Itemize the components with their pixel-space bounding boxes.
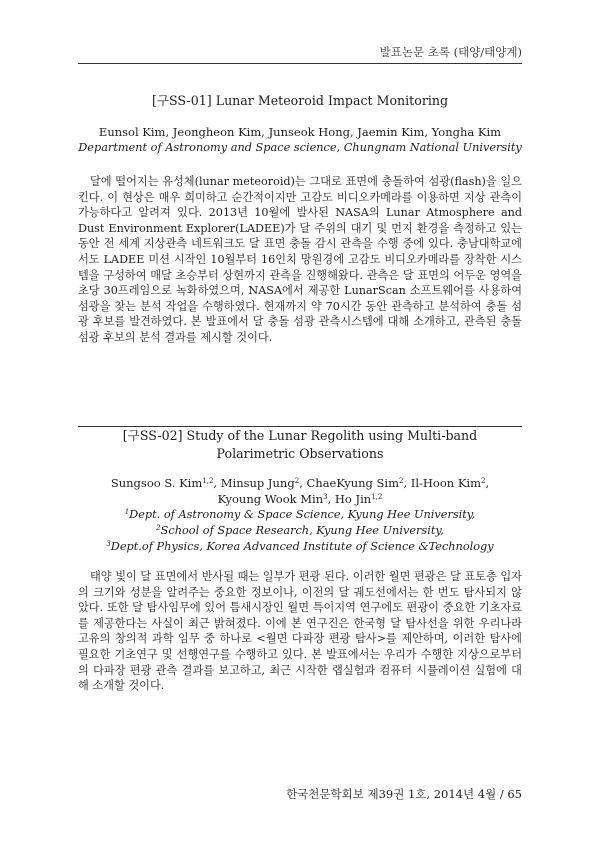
running-header: 발표논문 초록 (태양/태양계) [379, 45, 522, 59]
header-rule [78, 63, 522, 64]
abstract-body: 달에 떨어지는 유성체(lunar meteoroid)는 그대로 표면에 충돌하여 섬광(flash)을 일으킨다. 이 현상은 매우 희미하고 순간적이지만 고감도 비디오카메라를 이용하면 지상 관측이 가능하다고 알려져 있다. 2013년 10월에 발사된 NASA의 Lunar Atmosphere and Dust Environment Explorer(LADEE)가 달 주위의 대기 및 먼지 환경을 측정하고 있는 동안 전 세계 지상관측 네트워크도 달 표면 충돌 감시 관측을 수행 중에 있다. 충남대학교에서도 LADEE 미션 시작인 10월부터 16인치 망원경에 고감도 비디오카메라를 장착한 시스템을 구성하여 매달 초승부터 상현까지 관측을 진행해왔다. 관측은 달 표면의 어두운 영역을 초당 30프레임으로 녹화하였으며, NASA에서 제공한 LunarScan 소프트웨어를 사용하여 섬광을 찾는 분석 작업을 수행하였다. 현재까지 약 70시간 동안 관측하고 분석하여 충돌 섬광 후보를 발견하였다. 본 발표에서 달 충돌 섬광 관측시스템에 대해 소개하고, 관측된 충돌 섬광 후보의 분석 결과를 제시할 것이다. [78, 175, 522, 344]
affiliation: $^3$Dept.of Physics, Korea Advanced Institute of Science &Technology [106, 540, 494, 553]
page-footer: 한국천문학회보 제39권 1호, 2014년 4월 / 65 [286, 787, 522, 801]
author-list [78, 475, 522, 507]
author: Sungsoo S. Kim$^{1,2}$ [110, 476, 214, 490]
author-line-1: Sungsoo S. Kim$^{1,2}$, Minsup Jung$^2$, ChaeKyung Sim$^2$, Il-Hoon Kim$^2$, [110, 476, 490, 490]
abstract-ss01 [78, 92, 522, 346]
author-line-2: Kyoung Wook Min$^3$, Ho Jin$^{1,2}$ [217, 492, 383, 506]
abstract-body: 태양 빛이 달 표면에서 반사될 때는 일부가 편광 된다. 이러한 월면 편광은 달 표토층 입자의 크기와 성분을 알려주는 중요한 정보이나, 이전의 달 궤도선에서는 한 번도 탐사되지 않았다. 또한 달 탐사임무에 있어 틈새시장인 월면 특이지역 연구에도 편광이 중요한 기초자료를 제공한다는 사실이 최근 밝혀졌다. 이에 본 연구진은 한국형 달 탐사선을 위한 우리나라 고유의 창의적 과학 임무 중 하나로 <월면 다파장 편광 탐사>를 제안하며, 이러한 탐사에 필요한 기초연구 및 선행연구를 수행하고 있다. 본 발표에서는 우리가 수행한 지상으로부터의 다파장 편광 관측 결과를 보고하고, 최근 시작한 랩실험과 컴퓨터 시뮬레이션 실험에 대해 소개할 것이다. [78, 570, 522, 693]
abstract-title: [구SS-01] Lunar Meteoroid Impact Monitoring [151, 93, 449, 108]
abstract-ss02 [78, 427, 522, 694]
author: Il-Hoon Kim$^2$ [410, 476, 486, 490]
author: Minsup Jung$^2$ [220, 476, 300, 490]
author: Kyoung Wook Min$^3$ [217, 492, 328, 506]
affiliation: Department of Astronomy and Space science, Chungnam National University [78, 141, 522, 154]
affiliation: $^1$Dept. of Astronomy & Space Science, Kyung Hee University, [124, 508, 476, 521]
abstract-title: [구SS-02] Study of the Lunar Regolith using Multi-band Polarimetric Observations [122, 428, 478, 461]
author-list: Eunsol Kim, Jeongheon Kim, Junseok Hong, Jaemin Kim, Yongha Kim [98, 125, 502, 139]
author: Ho Jin$^{1,2}$ [334, 492, 383, 506]
author: ChaeKyung Sim$^2$ [306, 476, 404, 490]
affiliation: $^2$School of Space Research, Kyung Hee University, [156, 524, 444, 537]
